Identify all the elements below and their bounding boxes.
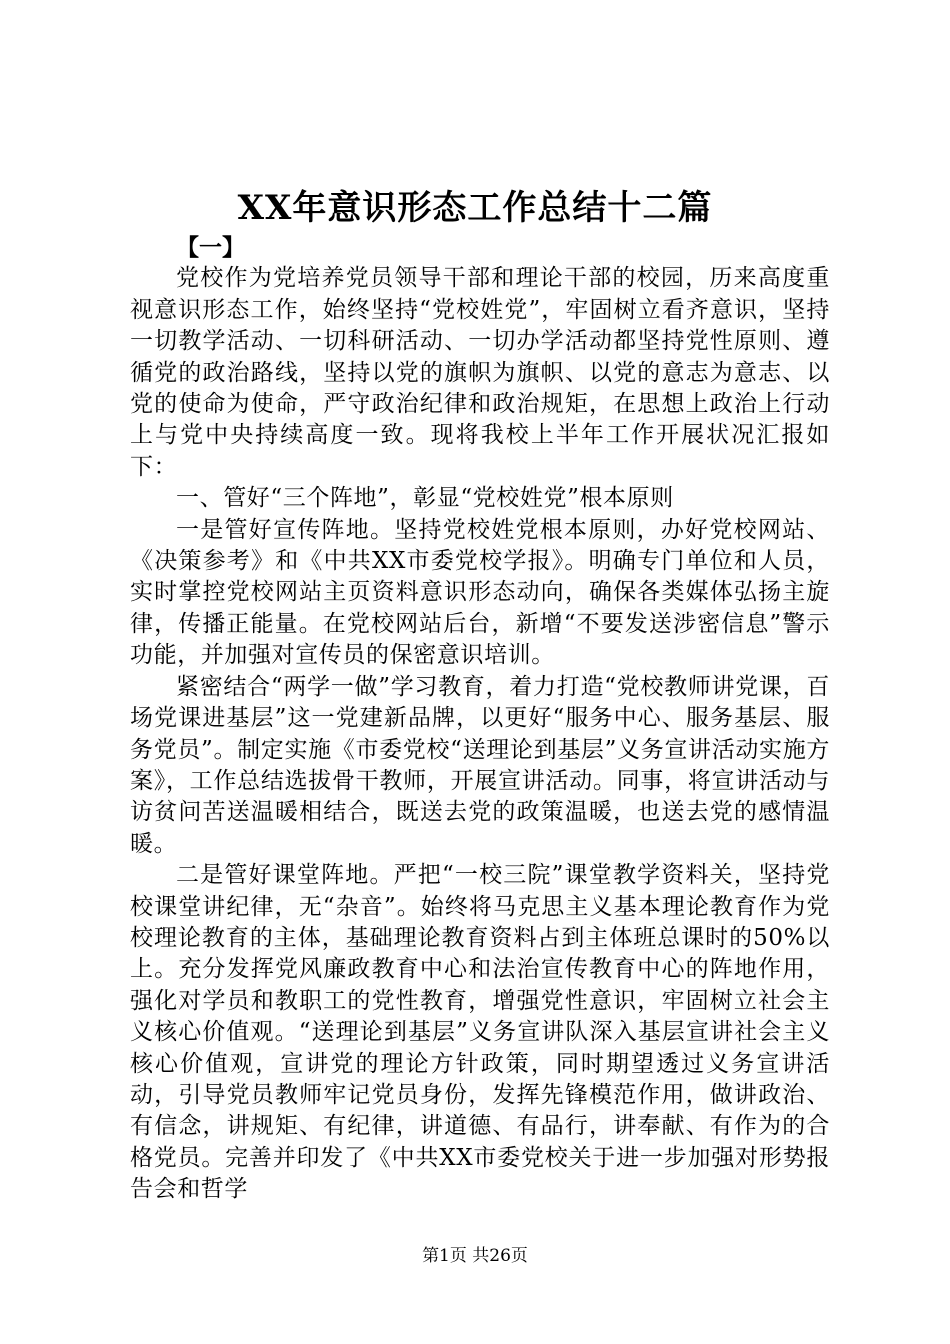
page-number: 第1页 共26页 bbox=[422, 1246, 528, 1266]
section-label: 【一】 bbox=[176, 234, 245, 261]
paragraph-intro: 党校作为党培养党员领导干部和理论干部的校园，历来高度重视意识形态工作，始终坚持“党校姓党”，牢固树立看齐意识，坚持一切教学活动、一切科研活动、一切办学活动都坚持党性原则、遵循党的政治路线，坚持以党的旗帜为旗帜、以党的意志为意志、以党的使命为使命，严守政治纪律和政治规矩，在思想上政治上行动上与党中央持续高度一致。现将我校上半年工作开展状况汇报如下： bbox=[130, 265, 830, 480]
paragraph-lectures: 紧密结合“两学一做”学习教育，着力打造“党校教师讲党课，百场党课进基层”这一党建新品牌，以更好“服务中心、服务基层、服务党员”。制定实施《市委党校“送理论到基层”义务宣讲活动实施方案》，工作总结选拔骨干教师，开展宣讲活动。同事，将宣讲活动与访贫问苦送温暖相结合，既送去党的政策温暖，也送去党的感情温暖。 bbox=[130, 673, 830, 857]
document-title: XX年意识形态工作总结十二篇 bbox=[237, 188, 713, 228]
paragraph-classroom: 二是管好课堂阵地。严把“一校三院”课堂教学资料关，坚持党校课堂讲纪律，无“杂音”。始终将马克思主义基本理论教育作为党校理论教育的主体，基础理论教育资料占到主体班总课时的50%以上。充分发挥党风廉政教育中心和法治宣传教育中心的阵地作用，强化对学员和教职工的党性教育，增强党性意识，牢固树立社会主义核心价值观。“送理论到基层”义务宣讲队深入基层宣讲社会主义核心价值观，宣讲党的理论方针政策，同时期望透过义务宣讲活动，引导党员教师牢记党员身份，发挥先锋模范作用，做讲政治、有信念，讲规矩、有纪律，讲道德、有品行，讲奉献、有作为的合格党员。完善并印发了《中共XX市委党校关于进一步加强对形势报告会和哲学 bbox=[130, 862, 830, 1203]
paragraph-propaganda: 一是管好宣传阵地。坚持党校姓党根本原则，办好党校网站、《决策参考》和《中共XX市委党校学报》。明确专门单位和人员，实时掌控党校网站主页资料意识形态动向，确保各类媒体弘扬主旋律，传播正能量。在党校网站后台，新增“不要发送涉密信息”警示功能，并加强对宣传员的保密意识培训。 bbox=[130, 516, 830, 669]
paragraph-heading-one: 一、管好“三个阵地”，彰显“党校姓党”根本原则 bbox=[176, 485, 674, 512]
document-body bbox=[130, 232, 830, 1206]
